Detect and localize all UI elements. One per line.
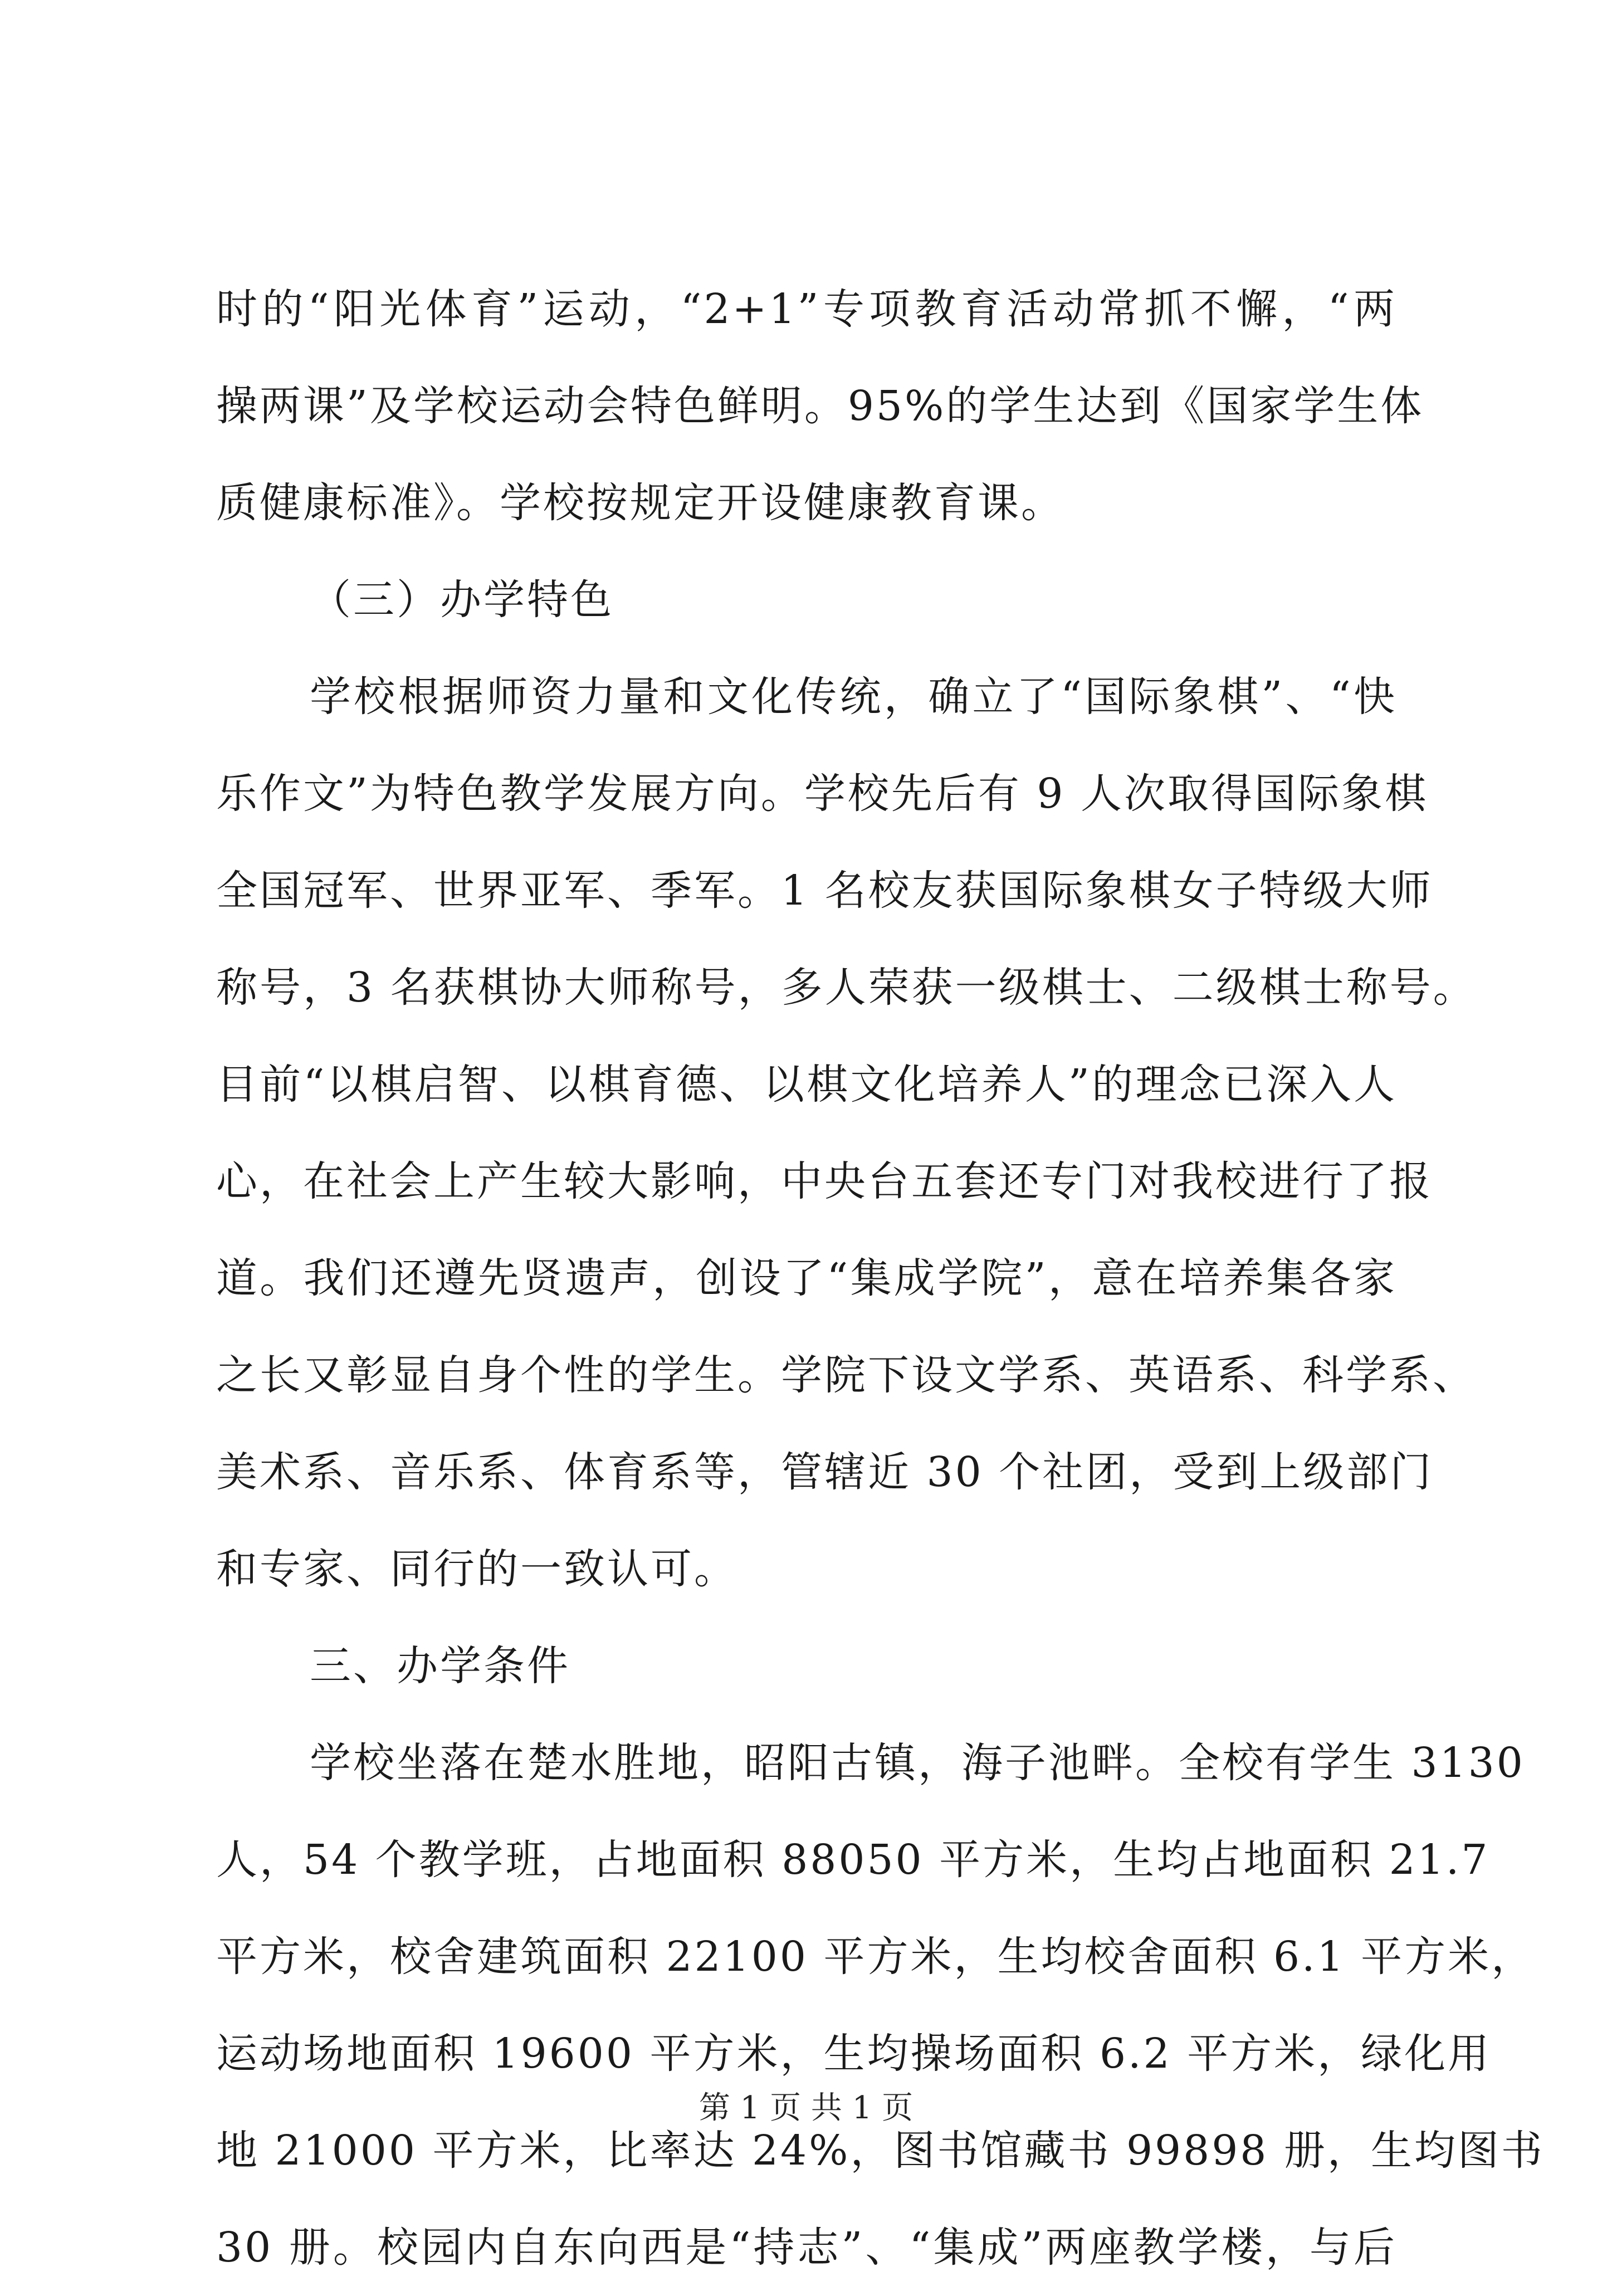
section-heading: （三）办学特色 [310, 576, 614, 624]
text-line: 30 册。校园内自东向西是“持志”、“集成”两座教学楼，与后 [216, 2224, 1397, 2271]
page-number-footer: 第 1 页 共 1 页 [698, 2090, 914, 2126]
text-line: 道。我们还遵先贤遗声，创设了“集成学院”，意在培养集各家 [216, 1254, 1397, 1302]
text-line: 和专家、同行的一致认可。 [216, 1545, 737, 1593]
text-line: 心，在社会上产生较大影响，中央台五套还专门对我校进行了报 [216, 1157, 1433, 1205]
text-line: 称号，3 名获棋协大师称号，多人荣获一级棋士、二级棋士称号。 [216, 964, 1477, 1012]
text-line: 平方米，校舍建筑面积 22100 平方米，生均校舍面积 6.1 平方米， [216, 1933, 1535, 1981]
text-line: 之长又彰显自身个性的学生。学院下设文学系、英语系、科学系、 [216, 1351, 1476, 1399]
text-line: 美术系、音乐系、体育系等，管辖近 30 个社团，受到上级部门 [216, 1448, 1434, 1496]
text-line: 人，54 个教学班，占地面积 88050 平方米，生均占地面积 21.7 [216, 1836, 1490, 1884]
text-line: 地 21000 平方米，比率达 24%，图书馆藏书 99898 册，生均图书 [216, 2127, 1545, 2175]
text-line: 时的“阳光体育”运动，“2+1”专项教育活动常抓不懈，“两 [216, 285, 1397, 333]
text-line: 操两课”及学校运动会特色鲜明。95%的学生达到《国家学生体 [216, 382, 1424, 430]
section-heading: 三、办学条件 [310, 1642, 570, 1690]
text-line: 质健康标准》。学校按规定开设健康教育课。 [216, 479, 1064, 527]
text-line: 运动场地面积 19600 平方米，生均操场面积 6.2 平方米，绿化用 [216, 2030, 1492, 2078]
text-line: 目前“以棋启智、以棋育德、以棋文化培养人”的理念已深入人 [216, 1061, 1397, 1108]
text-line: 学校根据师资力量和文化传统，确立了“国际象棋”、“快 [310, 673, 1397, 721]
document-body [216, 261, 1545, 2296]
text-line: 全国冠军、世界亚军、季军。1 名校友获国际象棋女子特级大师 [216, 867, 1433, 915]
text-line: 乐作文”为特色教学发展方向。学校先后有 9 人次取得国际象棋 [216, 770, 1428, 818]
text-line: 学校坐落在楚水胜地，昭阳古镇，海子池畔。全校有学生 3130 [310, 1739, 1525, 1787]
